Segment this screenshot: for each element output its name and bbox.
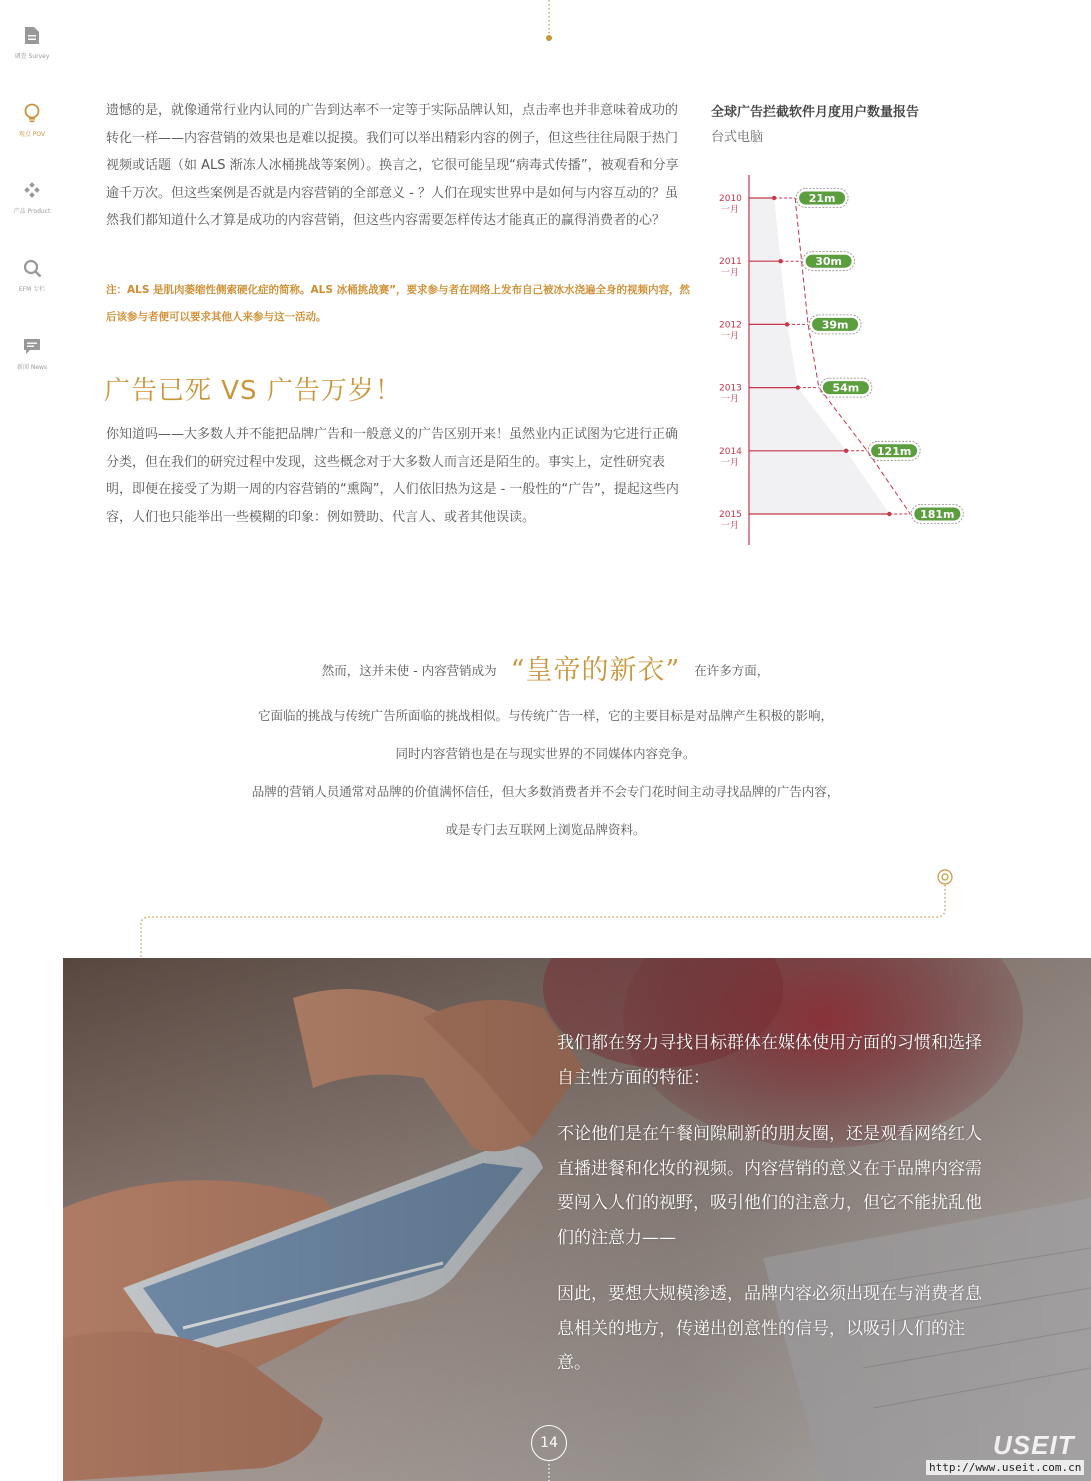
sidebar-item-label: 观点 POV xyxy=(18,131,46,138)
tick-label-month: 一月 xyxy=(721,331,740,342)
photo-paragraph-3: 因此，要想大规模渗透，品牌内容必须出现在与消费者息息相关的地方，传递出创意性的信号，以吸引人们的注意。 xyxy=(557,1284,982,1373)
lightbulb-icon xyxy=(23,103,41,123)
tick-label-year: 2015 xyxy=(719,510,742,520)
tick-label-month: 一月 xyxy=(721,394,740,405)
sidebar-nav xyxy=(0,0,64,420)
sidebar-item-label: 调查 Survey xyxy=(14,53,50,60)
tick-label-month: 一月 xyxy=(721,457,740,468)
tick-label-year: 2011 xyxy=(719,257,742,268)
tick-label-year: 2013 xyxy=(719,383,742,394)
sidebar-item-label: 产品 Product xyxy=(13,208,51,215)
grid-icon xyxy=(23,182,41,200)
top-connector xyxy=(540,0,560,46)
source-url: http://www.useit.com.cn xyxy=(926,1460,1084,1475)
watermark-logo: USEIT xyxy=(993,1430,1075,1460)
data-label: 121m xyxy=(876,444,912,458)
photo-paragraph-2: 不论他们是在午餐间隙刷新的朋友圈，还是观看网络红人直播进餐和化妆的视频。内容营销的意义在于品牌内容需要闯入人们的视野，吸引他们的注意力，但它不能扰乱他们的注意力—— xyxy=(557,1124,982,1248)
magnifier-icon xyxy=(23,259,42,278)
quote-highlight: “皇帝的新衣” xyxy=(510,655,681,686)
quote-line-4: 或是专门去互联网上浏览品牌资料。 xyxy=(445,822,646,837)
chart-subtitle: 台式电脑 xyxy=(711,130,764,145)
quote-after-text: 在许多方面， xyxy=(694,663,770,678)
sidebar-item-pov[interactable] xyxy=(0,103,64,138)
data-label: 54m xyxy=(832,381,860,395)
article-paragraph-2: 你知道吗——大多数人并不能把品牌广告和一般意义的广告区别开来！虽然业内正试图为它进行正确分类，但在我们的研究过程中发现，这些概念对于大多数人而言还是陌生的。事实上，定性研究表明，即便在接受了为期一周的内容营销的“熏陶”，人们依旧热为这是 - 一般性的“广告”，提起这些内容，人们也只能举出一些模糊的印象：例如赞助、代言人、或者其他误读。 xyxy=(106,427,679,525)
page-number: 14 xyxy=(531,1425,567,1461)
tick-label-month: 一月 xyxy=(721,268,740,279)
article-paragraph-1: 遗憾的是，就像通常行业内认同的广告到达率不一定等于实际品牌认知，点击率也并非意味着成功的转化一样——内容营销的效果也是难以捉摸。我们可以举出精彩内容的例子，但这些往往局限于热门视频或话题（如 ALS 渐冻人冰桶挑战等案例）。换言之，它很可能呈现“病毒式传播”，被观看和分享逾千万次。但这些案例是否就是内容营销的全部意义 - ？人们在现实世界中是如何与内容互动的？虽然我们都知道什么才算是成功的内容营销，但这些内容需要怎样传达才能真正的赢得消费者的心？ xyxy=(106,103,679,228)
sidebar-item-survey[interactable] xyxy=(0,26,64,60)
photo-paragraph-1: 我们都在努力寻找目标群体在媒体使用方面的习惯和选择自主性方面的特征： xyxy=(557,1033,982,1088)
quote-intro xyxy=(0,648,1091,687)
tick-label-month: 一月 xyxy=(721,521,740,531)
section-heading: 广告已死 VS 广告万岁！ xyxy=(104,376,402,406)
adblock-users-chart xyxy=(700,175,980,555)
quote-line-2: 同时内容营销也是在与现实世界的不同媒体内容竞争。 xyxy=(395,746,696,761)
chart-title: 全球广告拦截软件月度用户数量报告 xyxy=(711,105,920,120)
article-footnote: 注：ALS 是肌肉萎缩性侧索硬化症的简称。ALS 冰桶挑战赛”，要求参与者在网络上发布自己被冰水浇遍全身的视频内容，然后该参与者便可以要求其他人来参与这一活动。 xyxy=(106,284,690,323)
document-icon xyxy=(24,26,40,45)
sidebar-item-label: 新闻 News xyxy=(16,364,48,371)
quote-line-1: 它面临的挑战与传统广告所面临的挑战相似。与传统广告一样，它的主要目标是对品牌产生积极的影响， xyxy=(257,708,833,723)
sidebar-item-product[interactable] xyxy=(0,182,64,215)
data-label: 30m xyxy=(815,255,842,269)
tick-label-month: 一月 xyxy=(721,205,740,215)
area-fill xyxy=(749,198,889,514)
tick-label-year: 2012 xyxy=(719,320,742,331)
data-label: 181m xyxy=(920,508,955,521)
quote-line-3: 品牌的营销人员通常对品牌的价值满怀信任，但大多数消费者并不会专门花时间主动寻找品牌的广告内容， xyxy=(251,784,840,799)
sidebar-item-news[interactable] xyxy=(0,338,64,371)
tick-label-year: 2010 xyxy=(719,194,742,204)
data-label: 39m xyxy=(821,318,849,332)
chat-icon xyxy=(23,338,41,356)
quote-before-text: 然而，这并未使 - 内容营销成为 xyxy=(321,663,497,678)
sidebar-item-efm[interactable] xyxy=(0,259,64,293)
tick-label-year: 2014 xyxy=(719,446,742,457)
sidebar-item-label: EFM 专栏 xyxy=(18,286,46,293)
bottom-connector xyxy=(540,1460,560,1481)
data-label: 21m xyxy=(808,192,836,205)
